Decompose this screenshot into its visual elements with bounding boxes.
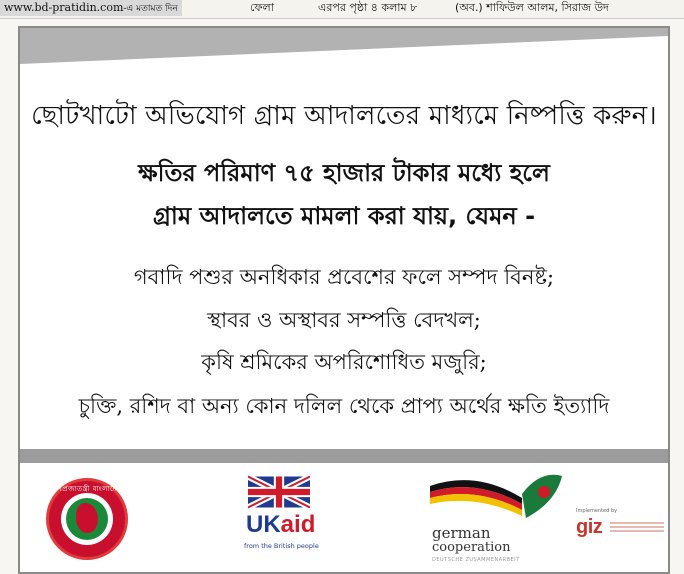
bangladesh-map-icon: [76, 503, 98, 533]
list-item: স্থাবর ও অস্থাবর সম্পত্তি বেদখল;: [207, 308, 481, 332]
bangladesh-government-seal-icon: [46, 478, 128, 560]
strip-text-1: ফেলা: [250, 1, 274, 14]
implemented-by-text: Implemented by: [576, 508, 618, 514]
headline: ছোটখাটো অভিযোগ গ্রাম আদালতের মাধ্যমে নিষ্পত্তি করুন।: [31, 101, 657, 131]
advertisement-box: [18, 26, 670, 574]
bottom-gray-band: [20, 449, 668, 463]
seal-text: গণপ্রজাতন্ত্রী বাংলাদেশ: [52, 485, 122, 493]
cooperation-text: cooperation: [432, 540, 511, 555]
subheading-line-1: ক্ষতির পরিমাণ ৭৫ হাজার টাকার মধ্যে হলে: [138, 159, 550, 187]
newspaper-top-strip: [0, 0, 684, 19]
top-band-wedge: [20, 28, 668, 94]
deutsche-zusammenarbeit-text: DEUTSCHE ZUSAMMENARBEIT: [432, 557, 520, 563]
logo-row: [20, 464, 668, 572]
ukaid-wordmark: UKaid: [246, 511, 316, 538]
website-url: www.bd-pratidin.com-এ মতামত দিন: [0, 0, 182, 16]
list-item: গবাদি পশুর অনধিকার প্রবেশের ফলে সম্পদ বিনষ্ট;: [133, 265, 555, 289]
ukaid-logo: [242, 474, 318, 560]
ukaid-tagline: from the British people: [244, 542, 319, 550]
top-gray-band: [20, 28, 668, 94]
list-item: চুক্তি, রশিদ বা অন্য কোন দলিল থেকে প্রাপ্য অর্থের ক্ষতি ইত্যাদি: [78, 394, 610, 418]
giz-subtext-lines: [610, 522, 664, 536]
strip-text-3: (অব.) শাফিউল আলম, সিরাজ উদ: [455, 1, 609, 14]
giz-wordmark: giz: [576, 516, 603, 538]
subheading-line-2: গ্রাম আদালতে মামলা করা যায়, যেমন -: [152, 202, 536, 230]
strip-text-2: এরপর পৃষ্ঠা ৪ কলাম ৮: [318, 1, 418, 14]
german-cooperation-logo: [426, 468, 564, 564]
german-text: german: [432, 524, 491, 542]
union-jack-icon: [248, 474, 310, 510]
german-flag-swoosh-icon: [426, 468, 564, 524]
giz-logo: [576, 508, 666, 552]
list-item: কৃষি শ্রমিকের অপরিশোধিত মজুরি;: [201, 350, 487, 374]
